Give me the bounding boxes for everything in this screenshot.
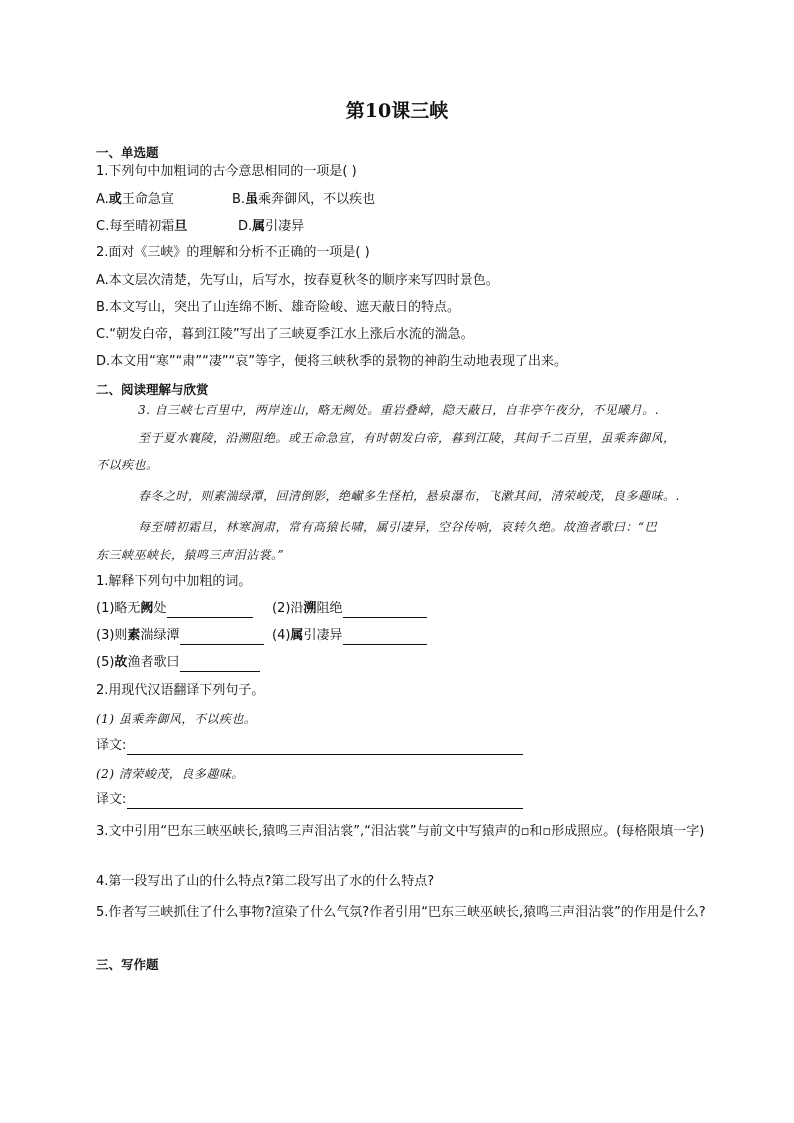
q2-option-b: B.本文写山，突出了山连绵不断、雄奇险峻、遮天蔽日的特点。: [96, 300, 461, 315]
reading-q1-item-2: (2)沿溯阻绝: [272, 600, 427, 618]
answer-blank[interactable]: [343, 630, 427, 645]
q1-option-c: C.每至晴初霜旦: [96, 219, 188, 234]
q1-option-a: A.或王命急宣: [96, 192, 174, 207]
passage-paragraph-2b: 不以疾也。: [96, 458, 159, 472]
passage-paragraph-3: 春冬之时，则素湍绿潭，回清倒影，绝𪩘多生怪柏，悬泉瀑布，飞漱其间，清荣峻茂，良多趣味。.: [138, 489, 680, 503]
q1-option-b: B.虽乘奔御风，不以疾也: [232, 192, 376, 207]
reading-q5: 5.作者写三峡抓住了什么事物?渲染了什么气氛?作者引用“巴东三峡巫峡长,猿鸣三声泪沾裳”的作用是什么?: [96, 905, 706, 920]
translation-line-2: 译文:: [96, 791, 523, 809]
passage-paragraph-2a: 至于夏水襄陵，沿溯阻绝。或王命急宣，有时朝发白帝，暮到江陵，其间千二百里，虽乘奔御风，: [138, 431, 676, 445]
translation-blank[interactable]: [127, 740, 523, 755]
answer-blank[interactable]: [180, 630, 264, 645]
section-heading-writing: 三、写作题: [96, 957, 159, 972]
q2-option-d: D.本文用“寒”“肃”“凄”“哀”等字，便将三峡秋季的景物的神韵生动地表现了出来。: [96, 354, 568, 369]
reading-q2-stem: 2.用现代汉语翻译下列句子。: [96, 683, 265, 698]
reading-q2-sentence-1: (1) 虽乘奔御风，不以疾也。: [96, 712, 257, 726]
answer-blank[interactable]: [167, 603, 253, 618]
answer-blank[interactable]: [180, 657, 260, 672]
reading-q3: 3.文中引用“巴东三峡巫峡长,猿鸣三声泪沾裳”,“泪沾裳”与前文中写猿声的▫和▫形成照应。(每格限填一字): [96, 824, 705, 839]
section-heading-single-choice: 一、单选题: [96, 145, 159, 160]
reading-q1-item-5: (5)故渔者歌曰: [96, 654, 260, 672]
q2-stem: 2.面对《三峡》的理解和分析不正确的一项是( ): [96, 245, 370, 260]
q1-stem: 1.下列句中加粗词的古今意思相同的一项是( ): [96, 164, 357, 179]
q2-option-c: C.“朝发白帝，暮到江陵”写出了三峡夏季江水上涨后水流的湍急。: [96, 327, 474, 342]
section-heading-reading: 二、阅读理解与欣赏: [96, 382, 209, 397]
q2-option-a: A.本文层次清楚，先写山，后写水，按春夏秋冬的顺序来写四时景色。: [96, 273, 499, 288]
translation-line-1: 译文:: [96, 737, 523, 755]
answer-blank[interactable]: [343, 603, 427, 618]
reading-q2-sentence-2: (2) 清荣峻茂，良多趣味。: [96, 767, 244, 781]
passage-paragraph-4a: 每至晴初霜旦，林寒涧肃，常有高猿长啸，属引凄异，空谷传响，哀转久绝。故渔者歌曰：“巴: [138, 520, 658, 534]
reading-q4: 4.第一段写出了山的什么特点?第二段写出了水的什么特点?: [96, 874, 435, 889]
reading-q1-item-1: (1)略无阙处: [96, 600, 253, 618]
reading-q1-stem: 1.解释下列句中加粗的词。: [96, 574, 252, 589]
q1-option-d: D.属引凄异: [238, 219, 305, 234]
reading-q1-item-4: (4)属引凄异: [272, 627, 427, 645]
translation-blank[interactable]: [127, 794, 523, 809]
passage-paragraph-1: 3. 自三峡七百里中，两岸连山，略无阙处。重岩叠嶂，隐天蔽日，自非亭午夜分，不见曦月。.: [138, 403, 660, 417]
reading-q1-item-3: (3)则素湍绿潭: [96, 627, 264, 645]
page-title: 第10课三峡: [345, 100, 449, 122]
passage-paragraph-4b: 东三峡巫峡长，猿鸣三声泪沾裳。”: [96, 548, 285, 562]
